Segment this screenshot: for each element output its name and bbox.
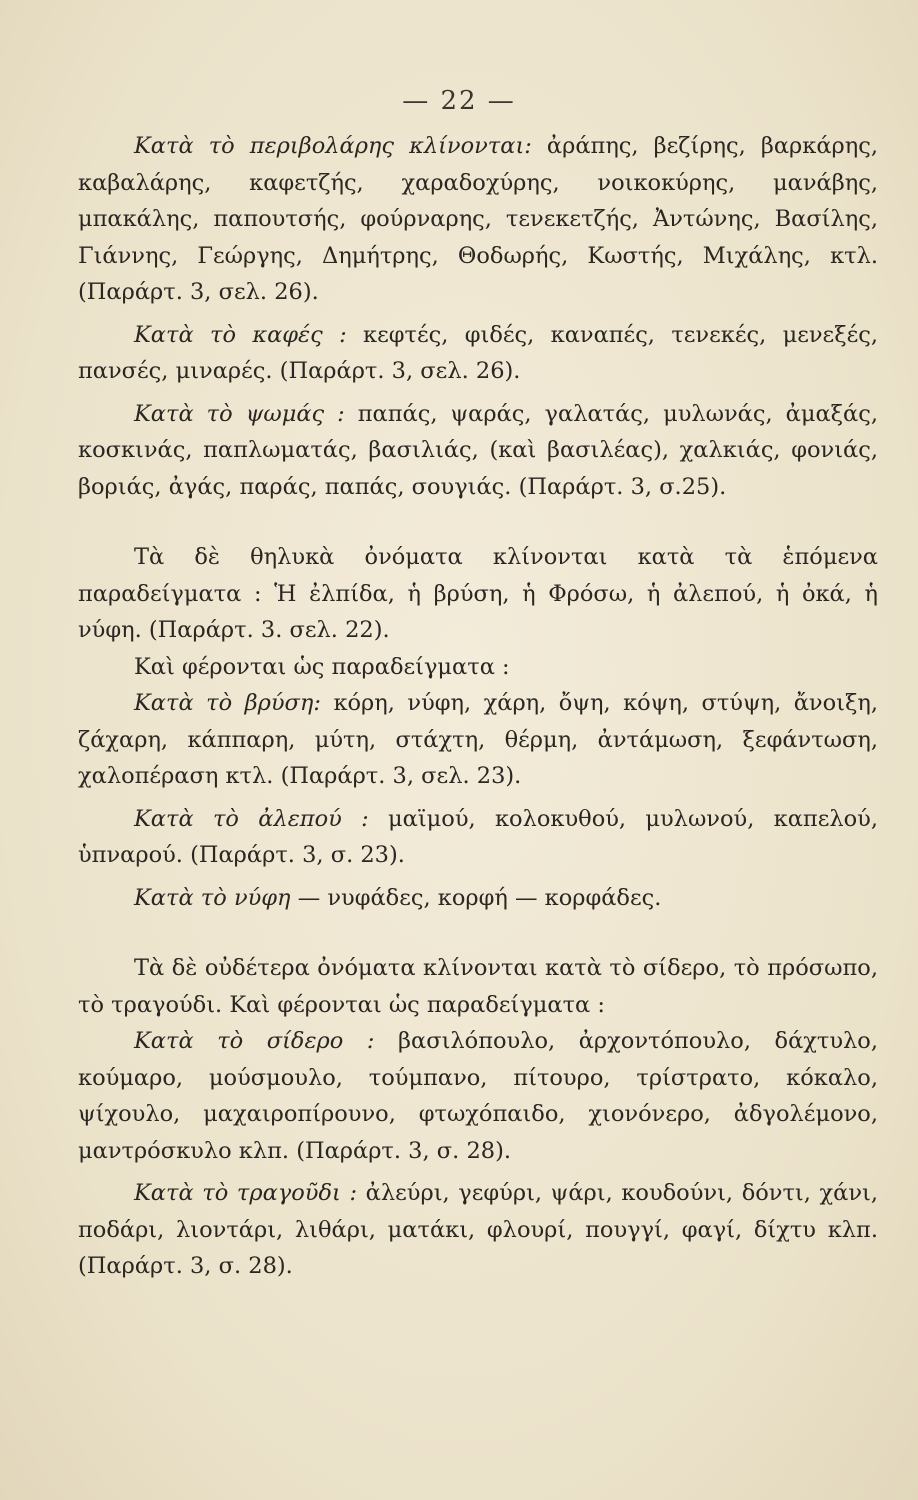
- paragraph-lead: Κατὰ τὸ καφές :: [134, 321, 347, 348]
- paragraph-masculine-peribolaris: [78, 128, 878, 311]
- paragraph-neuter-sidero: [78, 1023, 878, 1169]
- paragraph-text: παπάς, ψαράς, γαλατάς, μυλωνάς, ἀμαξάς, κοσκινάς, παπλωματάς, βασιλιάς, (καὶ βασιλέας), χαλκιάς, φονιάς, βοριάς, ἀγάς, παράς, παπάς, σουγιάς. (Παράρτ. 3, σ.25).: [78, 400, 878, 500]
- paragraph-masculine-kafes: [78, 317, 878, 390]
- paragraph-text: Τὰ δὲ οὐδέτερα ὀνόματα κλίνονται κατὰ τὸ σίδερο, τὸ πρόσωπο, τὸ τραγούδι. Καὶ φέρονται ὡς παραδείγματα :: [78, 955, 878, 1018]
- paragraph-feminine-intro: [78, 539, 878, 649]
- page-number: — 22 —: [402, 86, 516, 116]
- page-body: [78, 128, 878, 1285]
- paragraph-text: ἀλεύρι, γεφύρι, ψάρι, κουδούνι, δόντι, χάνι, ποδάρι, λιοντάρι, λιθάρι, ματάκι, φλουρί, πουγγί, φαγί, δίχτυ κλπ. (Παράρτ. 3, σ. 28).: [78, 1180, 879, 1279]
- paragraph-text: — νυφάδες, κορφή — κορφάδες.: [290, 884, 662, 911]
- paragraph-lead: Κατὰ τὸ ψωμάς :: [134, 400, 345, 427]
- paragraph-text: Τὰ δὲ θηλυκὰ ὀνόματα κλίνονται κατὰ τὰ ἑπόμενα παραδείγματα : Ἡ ἐλπίδα, ἡ βρύση, ἡ Φρόσω, ἡ ἀλεπού, ἡ ὀκά, ἡ νύφη. (Παράρτ. 3. σελ. 22).: [78, 544, 878, 643]
- paragraph-lead: Κατὰ τὸ σίδερο :: [134, 1028, 375, 1054]
- paragraph-text: Καὶ φέρονται ὡς παραδείγματα :: [134, 653, 510, 680]
- paragraph-feminine-alepou: [78, 801, 878, 874]
- paragraph-text: κεφτές, φιδές, καναπές, τενεκές, μενεξές, πανσές, μιναρές. (Παράρτ. 3, σελ. 26).: [78, 321, 878, 384]
- paragraph-feminine-examples-intro: [78, 649, 878, 686]
- paragraph-text: βασιλόπουλο, ἀρχοντόπουλο, δάχτυλο, κούμαρο, μούσμουλο, τούμπανο, πίτουρο, τρίστρατο, κόκαλο, ψίχουλο, μαχαιροπίρουνο, φτωχόπαιδο, χιονόνερο, ἀδγολέμονο, μαντρόσκυλο κλπ. (Παράρτ. 3, σ. 28).: [78, 1028, 878, 1164]
- paragraph-masculine-psomas: [78, 396, 878, 506]
- paragraph-neuter-tragoudi: [78, 1175, 878, 1285]
- paragraph-lead: Κατὰ τὸ περιβολάρης κλίνονται:: [134, 133, 532, 159]
- paragraph-feminine-vrysi: [78, 685, 878, 795]
- paragraph-neuter-intro: [78, 950, 878, 1023]
- paragraph-lead: Κατὰ τὸ βρύση:: [134, 690, 321, 716]
- paragraph-text: ἀράπης, βεζίρης, βαρκάρης, καβαλάρης, καφετζής, χαραδοχύρης, νοικοκύρης, μανάβης, μπακάλης, παπουτσής, φούρναρης, τενεκετζής, Ἀντώνης, Βασίλης, Γιάννης, Γεώργης, Δημήτρης, Θοδωρής, Κωστής, Μιχάλης, κτλ. (Παράρτ. 3, σελ. 26).: [78, 133, 878, 305]
- paragraph-lead: Κατὰ τὸ ἀλεπού :: [134, 805, 369, 832]
- paragraph-lead: Κατὰ τὸ τραγοῦδι :: [134, 1180, 358, 1206]
- section-spacer: [78, 916, 878, 950]
- paragraph-feminine-nyfi: [78, 880, 878, 917]
- paragraph-lead: Κατὰ τὸ νύφη: [134, 884, 291, 911]
- section-spacer: [78, 505, 878, 539]
- paragraph-text: κόρη, νύφη, χάρη, ὄψη, κόψη, στύψη, ἄνοιξη, ζάχαρη, κάππαρη, μύτη, στάχτη, θέρμη, ἀντάμωση, ξεφάντωση, χαλοπέραση κτλ. (Παράρτ. 3, σελ. 23).: [78, 690, 878, 789]
- paragraph-text: μαϊμού, κολοκυθού, μυλωνού, καπελού, ὑπναρού. (Παράρτ. 3, σ. 23).: [78, 805, 879, 868]
